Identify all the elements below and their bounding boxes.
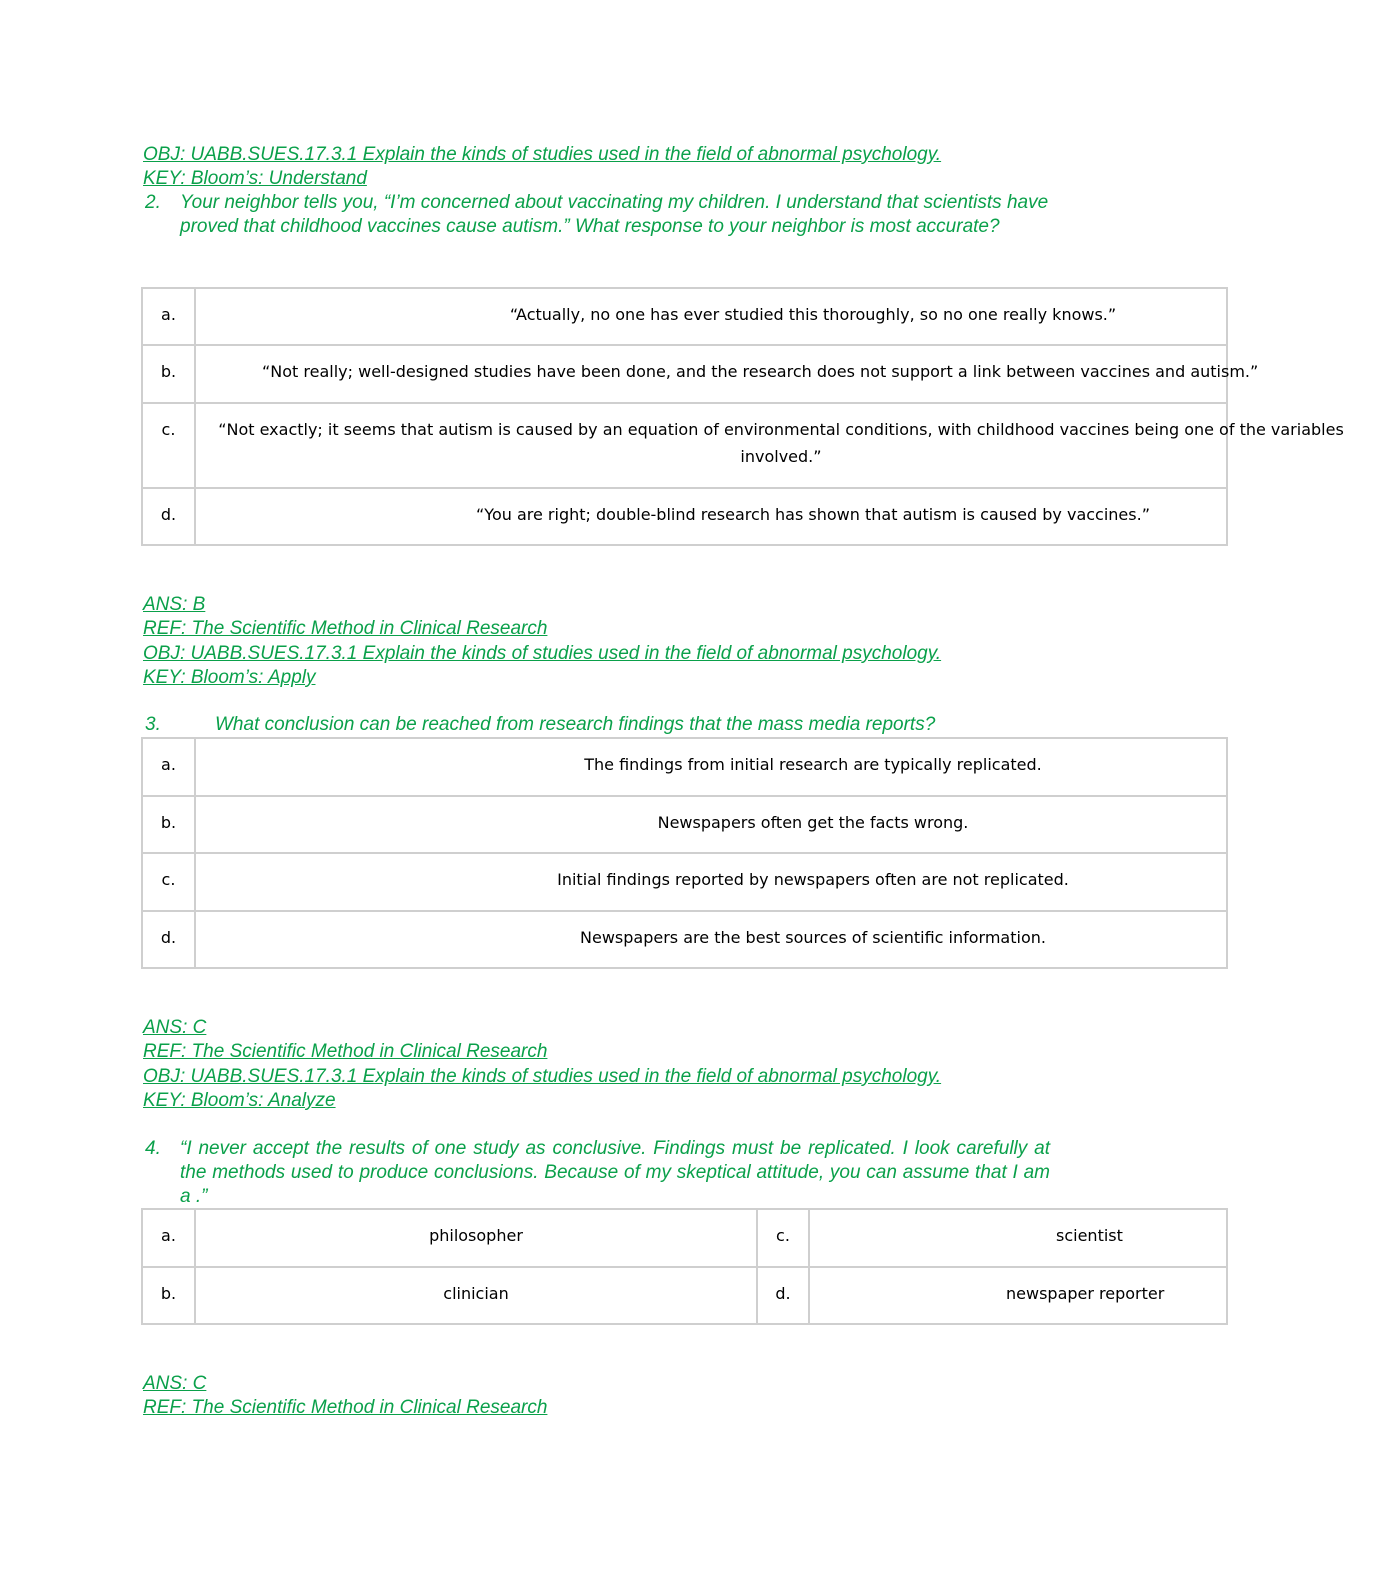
option-letter: b. <box>142 1267 195 1324</box>
option-text[interactable]: Newspapers are the best sources of scientific information. <box>195 911 1227 968</box>
option-letter: a. <box>142 1209 195 1267</box>
option-row-b <box>142 345 1227 403</box>
option-text[interactable]: Newspapers often get the facts wrong. <box>195 796 1227 853</box>
answer-line: ANS: C <box>143 1017 207 1038</box>
question-text: “I never accept the results of one study as conclusive. Findings must be replicated. I look carefully at the methods used to produce conclusions. Because of my skeptical attitude, you can assume that I am a .” <box>180 1138 1050 1207</box>
option-text[interactable]: philosopher <box>195 1209 757 1267</box>
option-row-a <box>142 738 1227 796</box>
answer-line: ANS: C <box>143 1373 207 1394</box>
reference-line: REF: The Scientific Method in Clinical Research <box>143 1041 548 1062</box>
option-letter: b. <box>142 796 195 853</box>
key-line: KEY: Bloom’s: Understand <box>143 168 367 189</box>
answer-options-q3 <box>141 737 1228 969</box>
option-letter: b. <box>142 345 195 403</box>
reference-line: REF: The Scientific Method in Clinical Research <box>143 618 548 639</box>
question-number: 3. <box>145 714 161 735</box>
option-letter: a. <box>142 738 195 796</box>
option-text[interactable]: “Not really; well-designed studies have been done, and the research does not support a link between vaccines and autism.” <box>195 345 1227 403</box>
option-text[interactable]: “Not exactly; it seems that autism is caused by an equation of environmental conditions, with childhood vaccines being one of the variables involved.” <box>195 403 1227 488</box>
option-letter: a. <box>142 288 195 345</box>
question-3 <box>143 713 1043 737</box>
option-row-c <box>142 403 1227 488</box>
option-text[interactable]: The findings from initial research are typically replicated. <box>195 738 1227 796</box>
option-row-2 <box>142 1267 1227 1324</box>
question-number: 4. <box>145 1138 161 1159</box>
option-row-d <box>142 911 1227 968</box>
option-row-c <box>142 853 1227 911</box>
key-line: KEY: Bloom’s: Apply <box>143 667 316 688</box>
question-2 <box>143 191 1068 265</box>
question-number: 2. <box>145 192 161 213</box>
reference-line: REF: The Scientific Method in Clinical Research <box>143 1397 548 1418</box>
option-letter: c. <box>142 403 195 488</box>
answer-options-q4 <box>141 1208 1228 1325</box>
objective-line: OBJ: UABB.SUES.17.3.1 Explain the kinds of studies used in the field of abnormal psychology. <box>143 144 942 165</box>
option-letter: d. <box>142 911 195 968</box>
option-row-a <box>142 288 1227 345</box>
objective-line: OBJ: UABB.SUES.17.3.1 Explain the kinds of studies used in the field of abnormal psychology. <box>143 643 942 664</box>
option-text[interactable]: Initial findings reported by newspapers often are not replicated. <box>195 853 1227 911</box>
option-letter: c. <box>142 853 195 911</box>
option-text[interactable]: clinician <box>195 1267 757 1324</box>
question-text: Your neighbor tells you, “I’m concerned about vaccinating my children. I understand that scientists have proved that childhood vaccines cause autism.” What response to your neighbor is most accurate? <box>180 192 1049 237</box>
option-row-d <box>142 488 1227 545</box>
objective-line: OBJ: UABB.SUES.17.3.1 Explain the kinds of studies used in the field of abnormal psychology. <box>143 1066 942 1087</box>
question-text: What conclusion can be reached from research findings that the mass media reports? <box>215 714 936 735</box>
answer-line: ANS: B <box>143 594 206 615</box>
option-letter: c. <box>757 1209 809 1267</box>
question-4 <box>143 1137 1053 1211</box>
option-text[interactable]: “Actually, no one has ever studied this thoroughly, so no one really knows.” <box>195 288 1227 345</box>
option-row-1 <box>142 1209 1227 1267</box>
key-line: KEY: Bloom’s: Analyze <box>143 1090 336 1111</box>
answer-options-q2 <box>141 287 1344 546</box>
option-text[interactable]: “You are right; double-blind research has shown that autism is caused by vaccines.” <box>195 488 1227 545</box>
option-letter: d. <box>757 1267 809 1324</box>
option-text[interactable]: newspaper reporter <box>809 1267 1227 1324</box>
option-letter: d. <box>142 488 195 545</box>
option-text[interactable]: scientist <box>809 1209 1227 1267</box>
option-row-b <box>142 796 1227 853</box>
